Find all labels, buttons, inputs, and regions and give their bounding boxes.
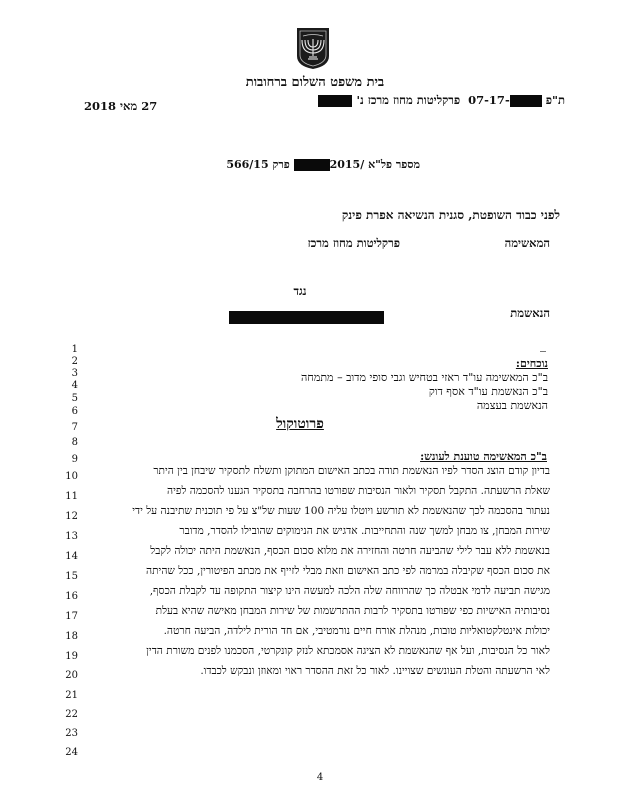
case-party: פרקליטות מחוז מרכז נ' bbox=[356, 93, 461, 107]
accuser-name: פרקליטות מחוז מרכז bbox=[307, 236, 400, 250]
body-line: לאי הרשעתה והטלת העונשים שצויינו. לאור כל זאת ההסדר ראוי ומאוזן ונבקש לכבדו. bbox=[200, 665, 550, 677]
body-line: שירות המבחן, צו מבחן למשך שנה והתחייבות. אדגיש את הנימוקים שהובילו להסדר, מדובר bbox=[179, 525, 550, 537]
file-label: מספר פל"א bbox=[368, 158, 420, 171]
line-number: 13 bbox=[65, 531, 78, 542]
line-number: 8 bbox=[71, 437, 78, 448]
hearing-date: 27 מאי 2018 bbox=[84, 99, 158, 113]
line-number: 18 bbox=[65, 631, 78, 642]
court-name: בית משפט השלום ברחובות bbox=[245, 75, 385, 90]
body-line: נעתור בהסכמה לכך שהנאשמת לא תורשע ויוטלו עליה 100 שעות של"צ על פי תוכנית שתיבנה על ידי bbox=[132, 505, 550, 517]
line-number: 5 bbox=[71, 393, 78, 404]
line-number: 9 bbox=[71, 454, 78, 465]
case-prefix: ת"פ bbox=[545, 93, 565, 107]
line-number: 6 bbox=[71, 406, 78, 417]
body-line: יכולות אינטלקטואליות טובות, מנהלת אורח חיים נורמטיבי, אם חד הורית לילדה, הביעה חרטה. bbox=[163, 625, 550, 637]
case-mid: -07-17 bbox=[468, 93, 510, 107]
versus-label: נגד bbox=[293, 284, 307, 298]
line-number: 2 bbox=[71, 356, 78, 367]
line-number: 17 bbox=[65, 611, 78, 622]
line-number: 22 bbox=[65, 709, 78, 720]
line-number: 11 bbox=[65, 491, 78, 502]
accuser-role: המאשימה bbox=[504, 236, 550, 250]
attendees-title: נוכחים: bbox=[515, 357, 548, 370]
line-number: 14 bbox=[65, 551, 78, 562]
accused-role: הנאשמת bbox=[510, 306, 550, 320]
file-section-label: פרק bbox=[272, 158, 290, 171]
line-number: 10 bbox=[65, 471, 78, 482]
redacted-block bbox=[318, 95, 352, 107]
file-number-line bbox=[210, 158, 420, 171]
body-line: מגישה תביעה לדמי אבטלה כך שהרווחה שלה הלכה למעשה הינו קיצור התקופה עד לקבלת הכסף, bbox=[149, 585, 550, 597]
line-number: 3 bbox=[71, 368, 78, 379]
margin-mark bbox=[540, 351, 546, 352]
body-line: נסיבותיה האישיות כפי שפורטו בתסקיר לרבות ההתרשמות של שירות המבחן מאישה שהיא בעלת bbox=[155, 605, 550, 617]
judge-line: לפני כבוד השופטת, סגנית הנשיאה אפרת פינק bbox=[341, 208, 560, 222]
case-number-line bbox=[210, 93, 565, 107]
attendee-line: הנאשמת בעצמה bbox=[476, 399, 548, 412]
line-number: 12 bbox=[65, 511, 78, 522]
line-number: 1 bbox=[71, 344, 78, 355]
state-emblem-icon bbox=[294, 26, 332, 70]
line-number: 23 bbox=[65, 728, 78, 739]
line-number: 21 bbox=[65, 690, 78, 701]
line-number: 15 bbox=[65, 571, 78, 582]
file-year: /2015 bbox=[329, 158, 365, 171]
protocol-title: פרוטוקול bbox=[276, 416, 324, 432]
speaker-heading: ב"כ המאשימה טוענת לעונש: bbox=[420, 450, 547, 463]
file-section: 566/15 bbox=[226, 158, 269, 171]
redacted-accused-name bbox=[229, 311, 384, 324]
line-number: 19 bbox=[65, 651, 78, 662]
redacted-block bbox=[510, 95, 542, 107]
line-number: 7 bbox=[71, 422, 78, 433]
body-line: לאור כל הנסיבות, ועל אף שהנאשמת לא הציגה אסמכתא לנזק קונקרטי, הסכמנו לפנים משורת הדין bbox=[146, 645, 550, 657]
line-number: 20 bbox=[65, 670, 78, 681]
line-number: 24 bbox=[65, 747, 78, 758]
redacted-block bbox=[294, 159, 330, 171]
page-number: 4 bbox=[316, 772, 324, 783]
attendees-block bbox=[220, 357, 548, 413]
line-number: 4 bbox=[71, 380, 78, 391]
attendee-line: ב"כ המאשימה עו"ד ראזי בטחיש וגבי סופי מדוב – מתמחה bbox=[300, 371, 548, 384]
body-line: את סכום הכסף שקיבלה במרמה לפי כתב האישום וזאת מבלי לזייף את מכתב הפיטורין, ככל שהיתה bbox=[146, 565, 550, 577]
body-line: בדיון קודם הוצג הסדר לפיו הנאשמת תודה בכתב האישום המתוקן ותשלח לתסקיר שיבחן בין היתר bbox=[153, 465, 550, 477]
body-line: בנאשמת ללא עבר לילי שהביעה חרטה והחזירה את מלוא סכום הכסף, הנאשמת היתה יכולה לקבל bbox=[150, 545, 550, 557]
body-line: שאלת הרשעתה. התקבל תסקיר ולאור הנסיבות שפורטו בהרחבה בתסקיר הגענו להסכמה לפיה bbox=[167, 485, 550, 497]
attendee-line: ב"כ הנאשמת עו"ד אסף דוק bbox=[428, 385, 548, 398]
line-number: 16 bbox=[65, 591, 78, 602]
